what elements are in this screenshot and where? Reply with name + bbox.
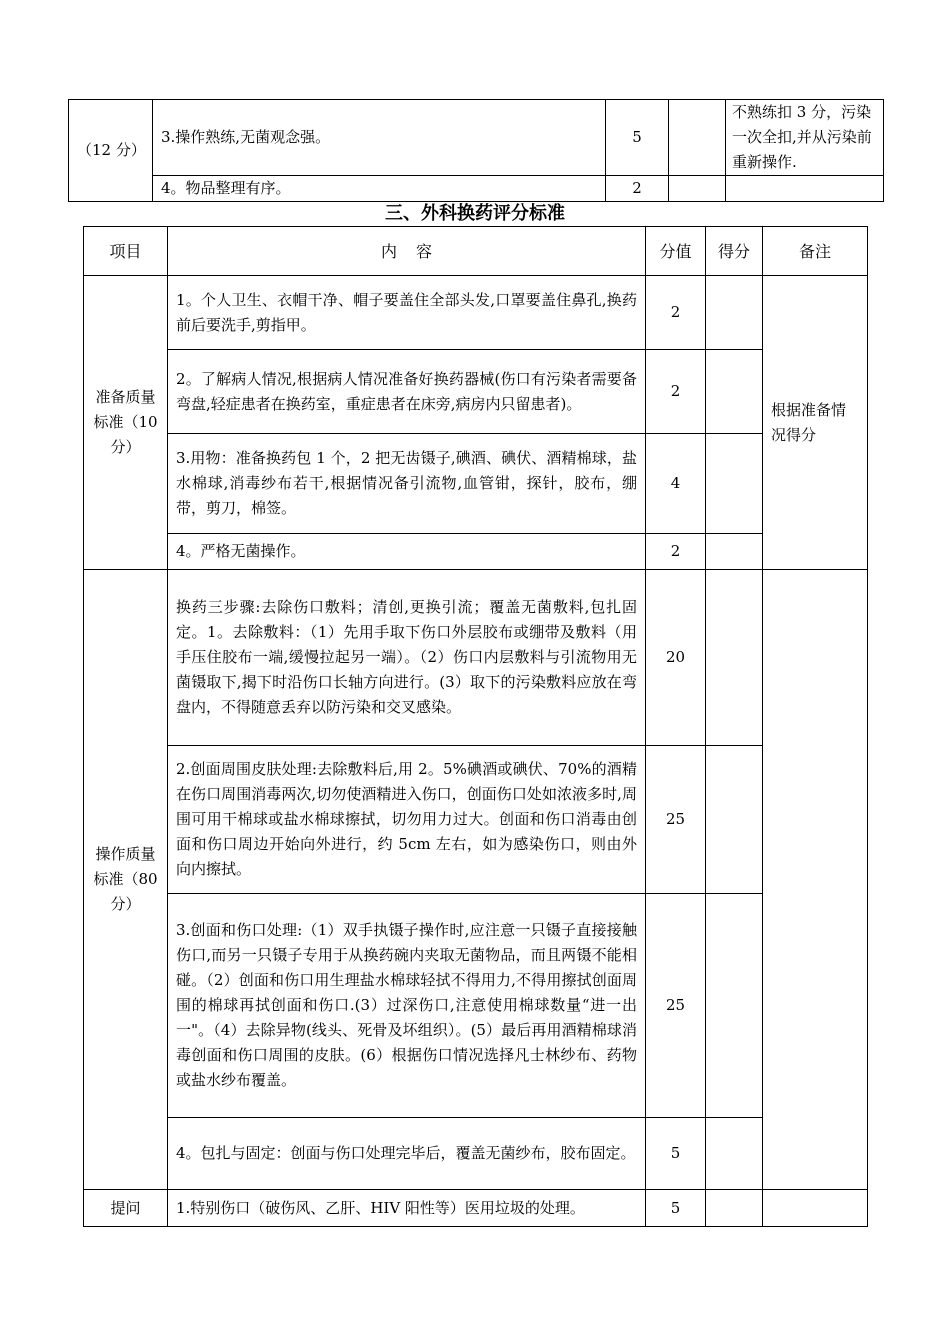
header-got: 得分 [706,227,763,276]
got-cell [669,100,726,176]
score-cell: 5 [646,1190,706,1227]
table-row [69,176,884,202]
got-cell [706,894,763,1118]
got-cell [669,176,726,202]
score-cell: 5 [646,1118,706,1190]
score-cell: 20 [646,570,706,746]
content-cell: 1。个人卫生、衣帽干净、帽子要盖住全部头发,口罩要盖住鼻孔,换药前后要洗手,剪指甲。 [168,276,646,350]
section-title: 三、外科换药评分标准 [385,203,565,224]
table-row [84,1118,868,1190]
content-cell: 4。严格无菌操作。 [168,534,646,570]
got-cell [706,570,763,746]
content-cell: 1.特别伤口（破伤风、乙肝、HIV 阳性等）医用垃圾的处理。 [168,1190,646,1227]
content-cell: 3.创面和伤口处理:（1）双手执镊子操作时,应注意一只镊子直接接触伤口,而另一只镊子专用于从换药碗内夹取无菌物品，而且两镊不能相碰。（2）创面和伤口用生理盐水棉球轻拭不得用力,不得用擦拭创面周围的棉球再拭创面和伤口.(3）过深伤口,注意使用棉球数量“进一出一"。（4）去除异物(线头、死骨及坏组织）。(5）最后再用酒精棉球消毒创面和伤口周围的皮肤。(6）根据伤口情况选择凡士林纱布、药物或盐水纱布覆盖。 [168,894,646,1118]
previous-table-fragment [68,99,884,202]
table-row [69,100,884,176]
header-note: 备注 [763,227,868,276]
category-cell: （12 分） [69,100,153,202]
table-row [84,534,868,570]
content-cell: 2.创面周围皮肤处理:去除敷料后,用 2。5%碘酒或碘伏、70%的酒精在伤口周围消毒两次,切勿使酒精进入伤口，创面伤口处如浓液多时,周围可用干棉球或盐水棉球擦拭，切勿用力过大。创面和伤口消毒由创面和伤口周边开始向外进行，约 5cm 左右，如为感染伤口，则由外向内擦拭。 [168,746,646,894]
got-cell [706,434,763,534]
header-item: 项目 [84,227,168,276]
header-content: 内 容 [168,227,646,276]
note-op [763,570,868,1190]
content-cell: 4。物品整理有序。 [153,176,606,202]
table-row [84,570,868,746]
header-score: 分值 [646,227,706,276]
got-cell [706,534,763,570]
score-cell: 2 [646,350,706,434]
got-cell [706,1190,763,1227]
table-row [84,1190,868,1227]
table-row [84,746,868,894]
note-cell [726,176,884,202]
score-cell: 4 [646,434,706,534]
table-row [84,894,868,1118]
scoring-table [83,226,868,1227]
table-row [84,350,868,434]
content-cell: 3.用物：准备换药包 1 个，2 把无齿镊子,碘酒、碘伏、酒精棉球，盐水棉球,消毒纱布若干,根据情况备引流物,血管钳，探针，胶布，绷带，剪刀，棉签。 [168,434,646,534]
score-cell: 5 [606,100,669,176]
got-cell [706,746,763,894]
table-row [84,434,868,534]
content-cell: 3.操作熟练,无菌观念强。 [153,100,606,176]
category-op: 操作质量标准（80 分） [84,570,168,1190]
score-cell: 25 [646,894,706,1118]
score-cell: 25 [646,746,706,894]
got-cell [706,276,763,350]
category-prep: 准备质量标准（10 分） [84,276,168,570]
note-prep: 根据准备情况得分 [763,276,868,570]
header-row [84,227,868,276]
note-cell [763,1190,868,1227]
content-cell: 换药三步骤:去除伤口敷料；清创,更换引流；覆盖无菌敷料,包扎固定。1。去除敷料：（1）先用手取下伤口外层胶布或绷带及敷料（用手压住胶布一端,缓慢拉起另一端）。（2）伤口内层敷料与引流物用无菌镊取下,揭下时沿伤口长轴方向进行。(3）取下的污染敷料应放在弯盘内，不得随意丢弃以防污染和交叉感染。 [168,570,646,746]
content-cell: 4。包扎与固定：创面与伤口处理完毕后，覆盖无菌纱布，胶布固定。 [168,1118,646,1190]
score-cell: 2 [646,534,706,570]
note-cell: 不熟练扣 3 分，污染一次全扣,并从污染前重新操作. [726,100,884,176]
score-cell: 2 [606,176,669,202]
category-question: 提问 [84,1190,168,1227]
content-cell: 2。了解病人情况,根据病人情况准备好换药器械(伤口有污染者需要备弯盘,轻症患者在换药室，重症患者在床旁,病房内只留患者)。 [168,350,646,434]
got-cell [706,350,763,434]
score-cell: 2 [646,276,706,350]
table-row [84,276,868,350]
got-cell [706,1118,763,1190]
